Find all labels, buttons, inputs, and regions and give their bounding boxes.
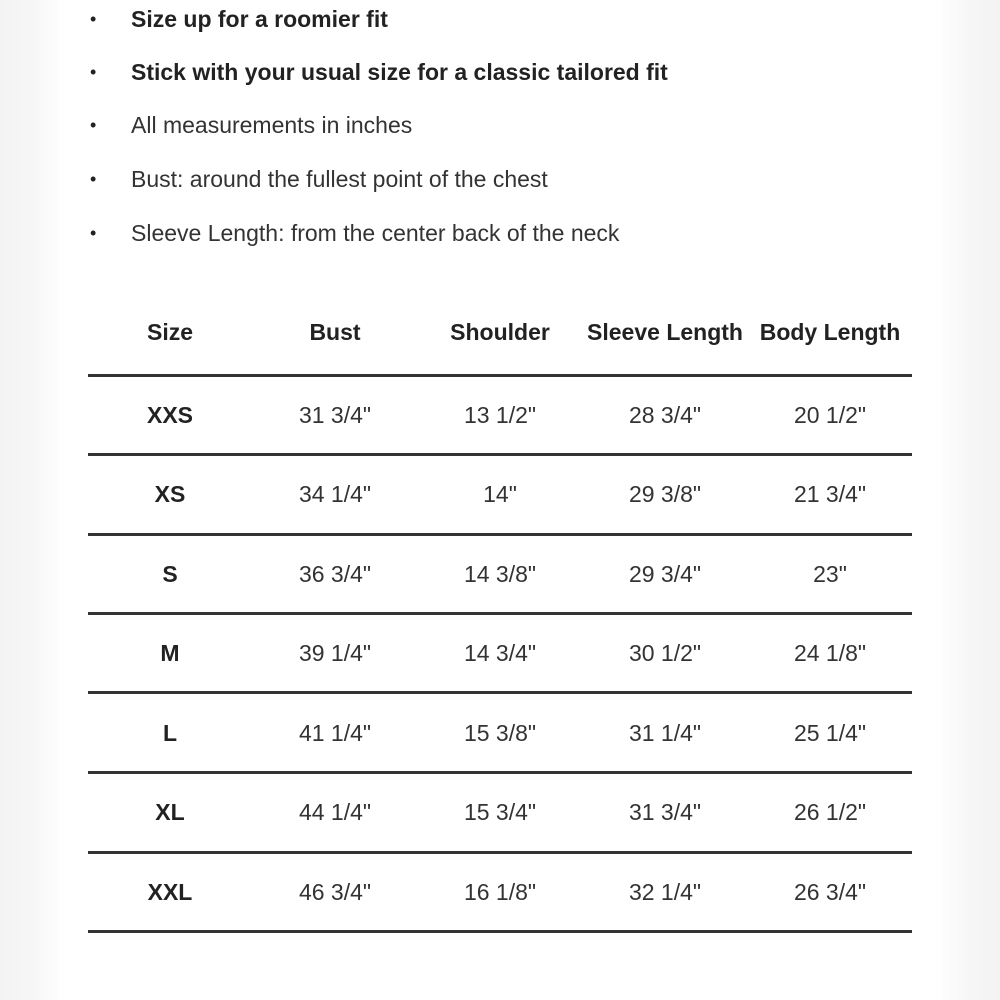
note-bust-definition (58, 164, 918, 194)
bust-cell: 41 1/4" (298, 720, 372, 746)
bust-cell: 46 3/4" (298, 879, 372, 905)
bullet-icon: • (90, 115, 97, 135)
size-cell: XXL (147, 879, 193, 905)
bust-cell: 34 1/4" (298, 481, 372, 507)
bullet-icon: • (90, 169, 97, 189)
bullet-icon: • (90, 62, 97, 82)
header-sleeve-length: Sleeve Length (587, 318, 743, 345)
size-cell: L (162, 720, 178, 746)
shoulder-cell: 14 3/4" (463, 640, 537, 666)
note-measurement-unit (58, 110, 918, 140)
table-divider (88, 691, 912, 694)
shoulder-cell: 14" (483, 481, 517, 507)
sleeve-length-cell: 31 3/4" (628, 799, 702, 825)
note-sleeve-definition (58, 218, 918, 248)
sleeve-length-cell: 31 1/4" (628, 720, 702, 746)
note-text: All measurements in inches (131, 112, 413, 138)
size-cell: XS (154, 481, 186, 507)
header-bust: Bust (309, 318, 361, 345)
table-row (88, 774, 912, 851)
table-row (88, 615, 912, 692)
header-shoulder: Shoulder (450, 318, 550, 345)
size-cell: M (160, 640, 180, 666)
note-usual-size (58, 57, 918, 87)
table-divider (88, 930, 912, 933)
sleeve-length-cell: 30 1/2" (628, 640, 702, 666)
size-chart-table (88, 290, 912, 905)
note-text: Bust: around the fullest point of the chest (131, 166, 548, 192)
note-text: Size up for a roomier fit (131, 6, 388, 32)
table-row (88, 377, 912, 454)
sleeve-length-cell: 29 3/4" (628, 561, 702, 587)
sleeve-length-cell: 28 3/4" (628, 402, 702, 428)
body-length-cell: 20 1/2" (793, 402, 867, 428)
size-cell: S (162, 561, 178, 587)
bullet-icon: • (90, 223, 97, 243)
body-length-cell: 26 3/4" (793, 879, 867, 905)
table-row (88, 695, 912, 772)
shoulder-cell: 13 1/2" (463, 402, 537, 428)
right-edge-shade (942, 0, 1000, 1000)
shoulder-cell: 15 3/4" (463, 799, 537, 825)
body-length-cell: 26 1/2" (793, 799, 867, 825)
table-row (88, 536, 912, 613)
sleeve-length-cell: 32 1/4" (628, 879, 702, 905)
size-cell: XXS (146, 402, 194, 428)
sleeve-length-cell: 29 3/8" (628, 481, 702, 507)
shoulder-cell: 15 3/8" (463, 720, 537, 746)
body-length-cell: 24 1/8" (793, 640, 867, 666)
body-length-cell: 21 3/4" (793, 481, 867, 507)
bust-cell: 31 3/4" (298, 402, 372, 428)
size-guide-card (58, 0, 942, 1000)
table-row (88, 854, 912, 931)
bust-cell: 36 3/4" (298, 561, 372, 587)
table-header-row (88, 290, 912, 374)
size-cell: XL (155, 799, 185, 825)
body-length-cell: 25 1/4" (793, 720, 867, 746)
bullet-icon: • (90, 9, 97, 29)
body-length-cell: 23" (813, 561, 847, 587)
left-edge-shade (0, 0, 58, 1000)
bust-cell: 44 1/4" (298, 799, 372, 825)
shoulder-cell: 16 1/8" (463, 879, 537, 905)
note-text: Sleeve Length: from the center back of the neck (131, 220, 620, 246)
header-size: Size (146, 318, 194, 345)
table-row (88, 456, 912, 533)
note-text: Stick with your usual size for a classic tailored fit (131, 59, 668, 85)
note-size-up (58, 4, 918, 34)
bust-cell: 39 1/4" (298, 640, 372, 666)
shoulder-cell: 14 3/8" (463, 561, 537, 587)
header-body-length: Body Length (759, 318, 901, 345)
